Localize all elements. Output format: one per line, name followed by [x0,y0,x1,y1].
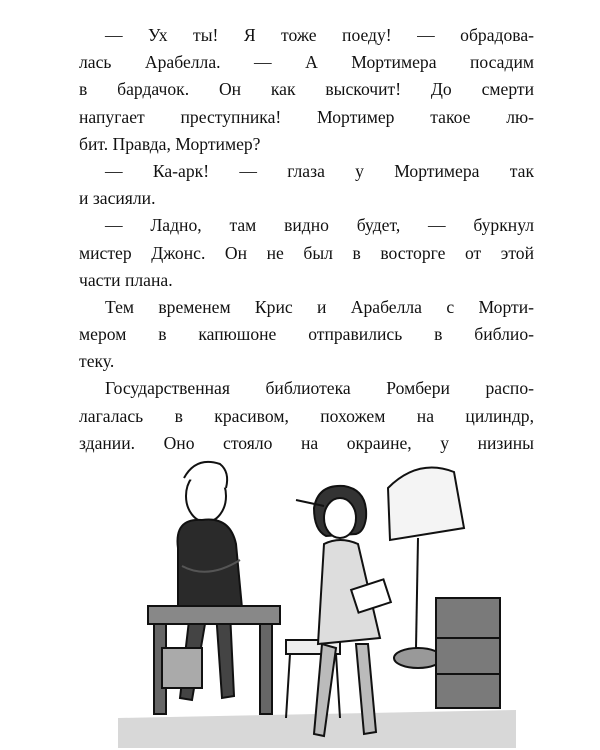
text-line: здании. Оно стояло на окраине, у низины [79,432,534,453]
text-line: мером в капюшоне отправились в библио- [79,324,534,345]
illustration-drawing [118,448,516,748]
text-line: мистер Джонс. Он не был в восторге от этой [79,242,534,263]
text-line: теку. [79,351,115,372]
text-line: Тем временем Крис и Арабелла с Морти- [105,296,534,317]
girl-figure [296,486,391,736]
text-line: лагалась в красивом, похожем на цилиндр, [79,405,534,426]
text-line: — Ух ты! Я тоже поеду! — обрадова- [105,25,534,45]
text-line: — Ладно, там видно будет, — буркнул [105,215,534,236]
text-line: — Ка-арк! — глаза у Мортимера так [105,160,534,181]
library-scene-illustration [118,448,516,748]
text-line: напугает преступника! Мортимер такое лю- [79,106,534,127]
text-line: части плана. [79,269,173,290]
text-line: в бардачок. Он как выскочит! До смерти [79,79,534,100]
text-line: и засияли. [79,188,156,209]
cabinet [436,598,500,708]
desk [148,606,280,714]
text-line: лась Арабелла. — А Мортимера посадим [79,52,534,73]
text-line: бит. Правда, Мортимер? [79,133,261,154]
body-text [79,22,534,457]
text-line: Государственная библиотека Ромбери распо- [105,378,534,399]
